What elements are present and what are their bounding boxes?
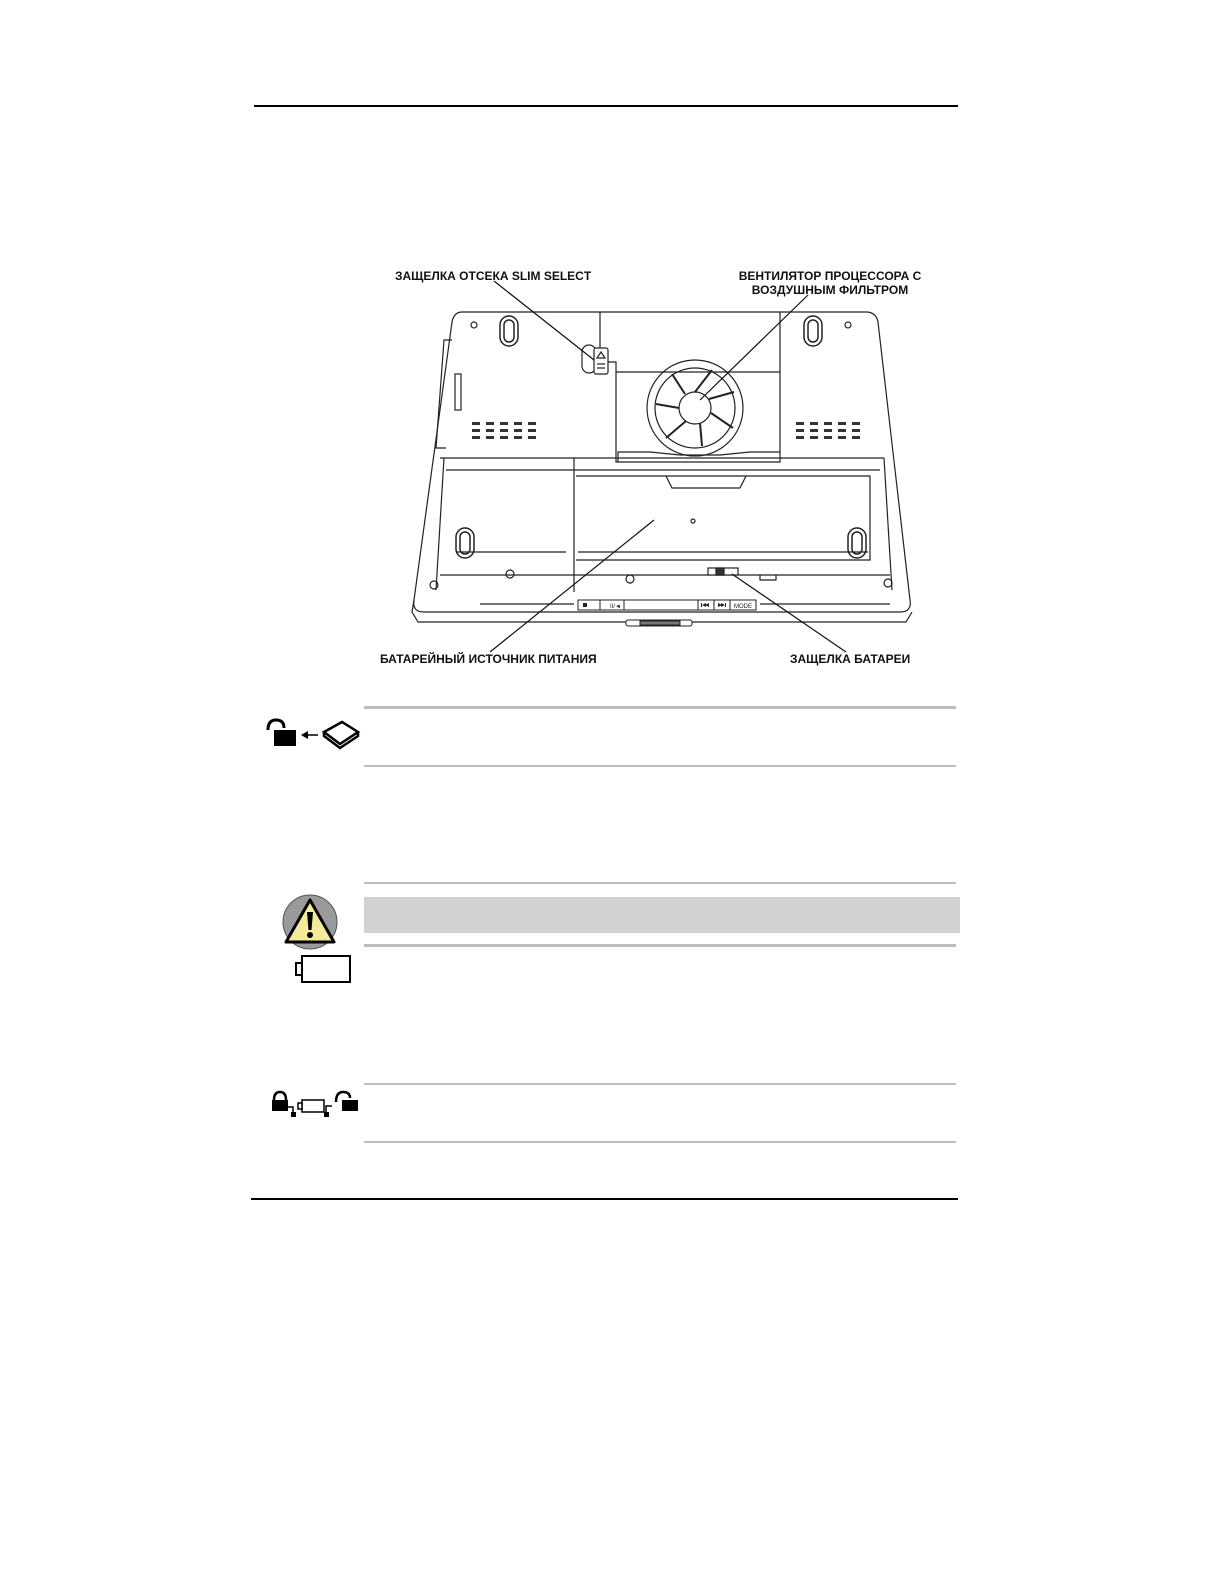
note3-top-rule xyxy=(364,1083,956,1085)
note3-bottom-rule xyxy=(364,1141,956,1143)
media-mode-label: MODE xyxy=(734,604,752,610)
callout-battery-pack: БАТАРЕЙНЫЙ ИСТОЧНИК ПИТАНИЯ xyxy=(380,652,597,666)
note1-top-rule xyxy=(364,706,956,709)
warning-title-bar xyxy=(364,897,960,933)
note1-bottom-rule xyxy=(364,765,956,767)
warning-bottom-rule xyxy=(364,944,956,947)
lock-battery-unlock-icon xyxy=(268,1090,364,1120)
media-stop-button-mark xyxy=(583,603,587,607)
callout-slim-select-latch: ЗАЩЕЛКА ОТСЕКА SLIM SELECT xyxy=(395,269,592,283)
battery-icon xyxy=(294,955,354,985)
unlock-eject-icon xyxy=(262,716,362,756)
callout-cpu-fan-line1: ВЕНТИЛЯТОР ПРОЦЕССОРА С xyxy=(738,269,922,283)
warning-top-rule xyxy=(364,882,956,884)
media-play-pause-label: II/◄ xyxy=(610,604,621,610)
warning-icon xyxy=(280,894,340,950)
callout-battery-latch: ЗАЩЕЛКА БАТАРЕИ xyxy=(790,652,911,666)
callout-cpu-fan-line2: ВОЗДУШНЫМ ФИЛЬТРОМ xyxy=(751,283,909,297)
